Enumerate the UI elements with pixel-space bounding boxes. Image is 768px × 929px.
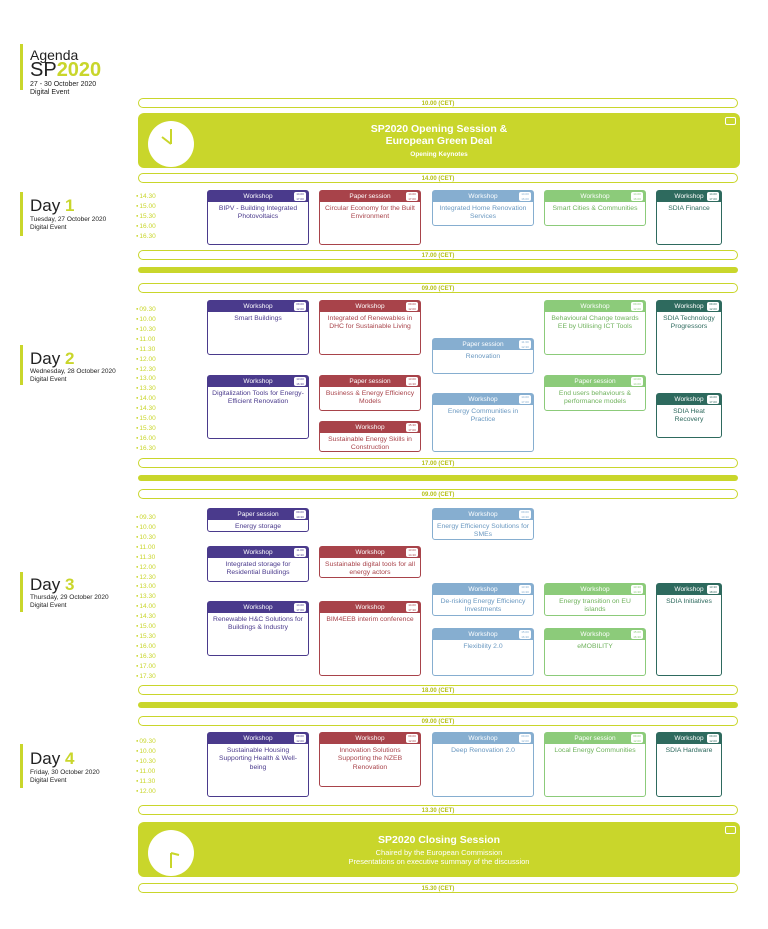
card-type-label: Workshop bbox=[243, 549, 273, 556]
session-card[interactable] bbox=[544, 583, 646, 616]
session-card[interactable] bbox=[656, 393, 722, 438]
session-card[interactable] bbox=[432, 338, 534, 374]
card-type-label: Workshop bbox=[243, 378, 273, 385]
session-card[interactable] bbox=[319, 375, 421, 411]
time-slot: ● 17.00 bbox=[136, 662, 156, 672]
time-slot: ● 12.00 bbox=[136, 563, 156, 573]
time-slot: ● 14.30 bbox=[136, 612, 156, 622]
card-time-badge: 15.30 17.00 bbox=[406, 423, 418, 432]
session-card[interactable] bbox=[432, 190, 534, 226]
time-pill: 09.00 (CET) bbox=[138, 489, 738, 499]
card-type-label: Workshop bbox=[243, 193, 273, 200]
card-type bbox=[433, 394, 533, 405]
card-time-badge: 14.00 16.00 bbox=[631, 192, 643, 201]
card-title: SDIA Hardware bbox=[665, 747, 713, 754]
card-type-label: Workshop bbox=[674, 396, 704, 403]
card-type bbox=[545, 629, 645, 640]
card-type bbox=[545, 584, 645, 595]
time-pill: 10.00 (CET) bbox=[138, 98, 738, 108]
day-event-text: Digital Event bbox=[30, 375, 67, 383]
card-type bbox=[208, 547, 308, 558]
card-title: Sustainable digital tools for all energy actors bbox=[325, 561, 415, 577]
day-date-text: Thursday, 29 October 2020 bbox=[30, 594, 109, 601]
day-1-date bbox=[30, 216, 106, 231]
session-card[interactable] bbox=[207, 601, 309, 656]
card-type bbox=[545, 301, 645, 312]
card-type bbox=[320, 547, 420, 558]
card-time-badge: 09.00 10.30 bbox=[294, 510, 306, 519]
card-time-badge: 09.00 12.00 bbox=[294, 302, 306, 311]
card-time-badge: 13.30 14.30 bbox=[519, 585, 531, 594]
time-slot: ● 09.30 bbox=[136, 513, 156, 523]
day-word: Day bbox=[30, 749, 61, 768]
time-slot: ● 14.00 bbox=[136, 602, 156, 612]
card-title: Sustainable Housing Supporting Health & Well-being bbox=[218, 747, 298, 771]
session-card[interactable] bbox=[207, 190, 309, 245]
time-slot: ● 16.30 bbox=[136, 652, 156, 662]
card-title: SDIA Initiatives bbox=[666, 598, 712, 605]
time-slot: ● 11.00 bbox=[136, 767, 156, 777]
card-type bbox=[320, 376, 420, 387]
card-type-label: Workshop bbox=[355, 735, 385, 742]
card-type bbox=[433, 191, 533, 202]
card-type-label: Paper session bbox=[237, 511, 279, 518]
day-accent-bar bbox=[20, 192, 23, 236]
card-type-label: Workshop bbox=[243, 604, 273, 611]
time-slot: ● 11.00 bbox=[136, 335, 156, 345]
session-card[interactable] bbox=[432, 583, 534, 616]
event-text: Digital Event bbox=[30, 89, 70, 96]
session-card[interactable] bbox=[544, 732, 646, 797]
card-time-badge: 14.00 16.00 bbox=[519, 192, 531, 201]
card-title: Smart Buildings bbox=[234, 315, 282, 322]
session-card[interactable] bbox=[207, 375, 309, 439]
card-time-badge: 09.00 10.30 bbox=[519, 510, 531, 519]
calendar-icon bbox=[725, 826, 736, 834]
session-card[interactable] bbox=[656, 190, 722, 245]
day-event-text: Digital Event bbox=[30, 776, 67, 784]
card-type-label: Paper session bbox=[349, 193, 391, 200]
header-accent-bar bbox=[20, 44, 23, 90]
time-slot: ● 14.30 bbox=[136, 192, 156, 202]
time-slot: ● 14.30 bbox=[136, 404, 156, 414]
card-time-badge: 15.00 16.30 bbox=[631, 630, 643, 639]
time-slot: ● 09.30 bbox=[136, 305, 156, 315]
card-type-label: Workshop bbox=[674, 735, 704, 742]
card-type bbox=[433, 509, 533, 520]
time-slot: ● 10.30 bbox=[136, 533, 156, 543]
card-type bbox=[208, 509, 308, 520]
time-slot: ● 11.30 bbox=[136, 553, 156, 563]
time-slot: ● 15.30 bbox=[136, 424, 156, 434]
day-accent-bar bbox=[20, 345, 23, 385]
session-card[interactable] bbox=[544, 300, 646, 355]
separator-bar bbox=[138, 702, 738, 708]
session-card[interactable] bbox=[432, 508, 534, 540]
time-slot: ● 10.00 bbox=[136, 747, 156, 757]
day-1-label bbox=[30, 197, 74, 215]
card-title: Integrated of Renewables in DHC for Sustainable Living bbox=[327, 315, 413, 331]
card-type bbox=[320, 602, 420, 613]
day-2-date bbox=[30, 368, 116, 383]
day-4-date bbox=[30, 769, 100, 784]
day-2-times bbox=[136, 305, 156, 454]
session-card[interactable] bbox=[544, 628, 646, 676]
closing-subtitle-1: Chaired by the European Commission bbox=[375, 848, 503, 857]
logo-sp: SP bbox=[30, 59, 57, 81]
time-slot: ● 12.00 bbox=[136, 355, 156, 365]
time-slot: ● 12.00 bbox=[136, 787, 156, 797]
closing-session bbox=[138, 822, 740, 877]
separator-bar bbox=[138, 267, 738, 273]
card-type bbox=[545, 733, 645, 744]
card-type-label: Workshop bbox=[243, 735, 273, 742]
day-2-label bbox=[30, 350, 74, 368]
card-type-label: Workshop bbox=[468, 631, 498, 638]
time-pill: 18.00 (CET) bbox=[138, 685, 738, 695]
card-time-badge: 13.00 16.30 bbox=[294, 377, 306, 386]
card-type bbox=[657, 301, 721, 312]
card-title: BIM4EEB interim conference bbox=[326, 616, 414, 623]
session-card[interactable] bbox=[319, 190, 421, 245]
separator-bar bbox=[138, 475, 738, 481]
card-type bbox=[545, 376, 645, 387]
card-title: Energy Efficiency Solutions for SMEs bbox=[436, 523, 530, 539]
card-time-badge: 09.00 12.00 bbox=[519, 734, 531, 743]
day-word: Day bbox=[30, 575, 61, 594]
day-word: Day bbox=[30, 196, 61, 215]
card-type bbox=[208, 376, 308, 387]
card-time-badge: 13.00 14.00 bbox=[631, 377, 643, 386]
card-type bbox=[433, 629, 533, 640]
time-slot: ● 11.00 bbox=[136, 543, 156, 553]
day-number: 2 bbox=[64, 349, 75, 368]
card-title: Renovation bbox=[465, 353, 501, 360]
time-slot: ● 16.00 bbox=[136, 642, 156, 652]
card-title: Deep Renovation 2.0 bbox=[451, 747, 515, 754]
time-slot: ● 11.30 bbox=[136, 777, 156, 787]
card-type bbox=[433, 733, 533, 744]
card-type-label: Workshop bbox=[355, 604, 385, 611]
time-slot: ● 16.00 bbox=[136, 434, 156, 444]
session-card[interactable] bbox=[656, 300, 722, 375]
card-type bbox=[320, 733, 420, 744]
card-type-label: Workshop bbox=[674, 586, 704, 593]
opening-subtitle: Opening Keynotes bbox=[410, 151, 468, 158]
card-title: Sustainable Energy Skills in Construction bbox=[328, 436, 412, 452]
card-time-badge: 14.00 17.00 bbox=[707, 192, 719, 201]
card-time-badge: 09.00 12.00 bbox=[294, 734, 306, 743]
time-slot: ● 10.30 bbox=[136, 757, 156, 767]
time-slot: ● 09.30 bbox=[136, 737, 156, 747]
card-title: De-risking Energy Efficiency Investments bbox=[440, 598, 526, 614]
session-card[interactable] bbox=[207, 546, 309, 582]
session-card[interactable] bbox=[544, 190, 646, 226]
card-type-label: Workshop bbox=[674, 303, 704, 310]
time-slot: ● 13.00 bbox=[136, 582, 156, 592]
card-title: End users behaviours & performance models bbox=[558, 390, 632, 406]
time-slot: ● 10.00 bbox=[136, 523, 156, 533]
card-type-label: Workshop bbox=[355, 549, 385, 556]
card-title: Integrated Home Renovation Services bbox=[439, 205, 527, 221]
day-accent-bar bbox=[20, 744, 23, 788]
card-title: Renewable H&C Solutions for Buildings & Industry bbox=[213, 616, 303, 632]
card-title: SDIA Heat Recovery bbox=[673, 408, 705, 424]
card-title: Circular Economy for the Built Environment bbox=[325, 205, 415, 221]
card-title: Digitalization Tools for Energy-Efficient Renovation bbox=[212, 390, 304, 406]
card-time-badge: 09.00 12.00 bbox=[631, 302, 643, 311]
agenda-logo bbox=[30, 60, 101, 80]
time-pill: 09.00 (CET) bbox=[138, 283, 738, 293]
time-slot: ● 12.30 bbox=[136, 573, 156, 583]
time-slot: ● 13.00 bbox=[136, 374, 156, 384]
card-title: Energy Communities in Practice bbox=[447, 408, 519, 424]
session-card[interactable] bbox=[432, 732, 534, 797]
card-type-label: Workshop bbox=[580, 303, 610, 310]
card-type-label: Paper session bbox=[462, 341, 504, 348]
clock-icon bbox=[148, 121, 194, 167]
card-type-label: Paper session bbox=[574, 378, 616, 385]
card-title: Energy storage bbox=[234, 523, 282, 530]
session-card[interactable] bbox=[432, 393, 534, 452]
day-word: Day bbox=[30, 349, 61, 368]
card-title: Integrated storage for Residential Buildings bbox=[225, 561, 291, 577]
calendar-icon bbox=[725, 117, 736, 125]
time-pill: 17.00 (CET) bbox=[138, 458, 738, 468]
card-time-badge: 13.00 14.30 bbox=[406, 548, 418, 557]
session-card[interactable] bbox=[656, 583, 722, 676]
time-slot: ● 15.00 bbox=[136, 622, 156, 632]
time-slot: ● 12.30 bbox=[136, 365, 156, 375]
card-time-badge: 14.00 17.00 bbox=[294, 192, 306, 201]
time-pill: 15.30 (CET) bbox=[138, 883, 738, 893]
day-3-times bbox=[136, 513, 156, 682]
card-time-badge: 09.00 12.00 bbox=[707, 302, 719, 311]
card-title: Energy transition on EU islands bbox=[559, 598, 631, 614]
day-date-text: Wednesday, 28 October 2020 bbox=[30, 368, 116, 375]
card-type-label: Paper session bbox=[349, 378, 391, 385]
dates-text: 27 - 30 October 2020 bbox=[30, 81, 97, 88]
card-time-badge: 13.30 14.30 bbox=[631, 585, 643, 594]
card-time-badge: 14.00 17.30 bbox=[406, 603, 418, 612]
clock-icon bbox=[148, 830, 194, 876]
agenda-title: Agenda bbox=[30, 47, 79, 63]
day-date-text: Tuesday, 27 October 2020 bbox=[30, 216, 107, 223]
session-card[interactable] bbox=[207, 300, 309, 355]
time-slot: ● 11.30 bbox=[136, 345, 156, 355]
day-number: 4 bbox=[64, 749, 75, 768]
day-3-date bbox=[30, 594, 109, 609]
session-card[interactable] bbox=[319, 601, 421, 676]
time-slot: ● 15.00 bbox=[136, 414, 156, 424]
card-type-label: Workshop bbox=[674, 193, 704, 200]
day-number: 1 bbox=[64, 196, 75, 215]
card-type bbox=[208, 733, 308, 744]
card-type-label: Workshop bbox=[355, 303, 385, 310]
card-time-badge: 13.30 18.00 bbox=[707, 585, 719, 594]
card-time-badge: 14.00 17.00 bbox=[519, 395, 531, 404]
card-title: BIPV - Building Integrated Photovoltaics bbox=[218, 205, 298, 221]
card-type bbox=[320, 301, 420, 312]
time-slot: ● 17.30 bbox=[136, 672, 156, 682]
card-title: SDIA Technology Progressors bbox=[663, 315, 715, 331]
time-pill: 13.30 (CET) bbox=[138, 805, 738, 815]
card-time-badge: 11.00 12.30 bbox=[294, 548, 306, 557]
time-slot: ● 15.30 bbox=[136, 212, 156, 222]
card-type bbox=[657, 191, 721, 202]
card-type bbox=[433, 339, 533, 350]
card-type bbox=[657, 394, 721, 405]
card-type bbox=[208, 191, 308, 202]
opening-title-2: European Green Deal bbox=[385, 135, 493, 147]
card-type bbox=[320, 422, 420, 433]
opening-title-1: SP2020 Opening Session & bbox=[370, 123, 508, 135]
time-slot: ● 10.30 bbox=[136, 325, 156, 335]
time-slot: ● 16.30 bbox=[136, 232, 156, 242]
card-type-label: Workshop bbox=[580, 193, 610, 200]
day-event-text: Digital Event bbox=[30, 601, 67, 609]
card-type bbox=[433, 584, 533, 595]
session-card[interactable] bbox=[544, 375, 646, 411]
time-slot: ● 16.30 bbox=[136, 444, 156, 454]
card-type-label: Workshop bbox=[468, 396, 498, 403]
logo-year: 2020 bbox=[56, 59, 102, 81]
card-type-label: Workshop bbox=[468, 586, 498, 593]
card-time-badge: 14.00 17.00 bbox=[406, 192, 418, 201]
card-type bbox=[657, 733, 721, 744]
time-slot: ● 15.30 bbox=[136, 632, 156, 642]
card-type-label: Workshop bbox=[468, 193, 498, 200]
opening-session bbox=[138, 113, 740, 168]
session-card[interactable] bbox=[319, 421, 421, 452]
card-time-badge: 09.00 12.00 bbox=[707, 734, 719, 743]
card-title: eMOBILITY bbox=[577, 643, 613, 650]
time-slot: ● 13.30 bbox=[136, 592, 156, 602]
card-type-label: Workshop bbox=[355, 424, 385, 431]
day-date-text: Friday, 30 October 2020 bbox=[30, 769, 100, 776]
card-type-label: Paper session bbox=[574, 735, 616, 742]
card-type bbox=[208, 301, 308, 312]
day-number: 3 bbox=[64, 575, 75, 594]
time-slot: ● 15.00 bbox=[136, 202, 156, 212]
time-pill: 17.00 (CET) bbox=[138, 250, 738, 260]
session-card[interactable] bbox=[656, 732, 722, 797]
card-time-badge: 09.00 12.00 bbox=[406, 302, 418, 311]
card-type-label: Workshop bbox=[580, 586, 610, 593]
card-type-label: Workshop bbox=[468, 511, 498, 518]
time-slot: ● 14.00 bbox=[136, 394, 156, 404]
time-pill: 14.00 (CET) bbox=[138, 173, 738, 183]
time-slot: ● 13.30 bbox=[136, 384, 156, 394]
day-event-text: Digital Event bbox=[30, 223, 67, 231]
card-type-label: Workshop bbox=[580, 631, 610, 638]
card-type bbox=[320, 191, 420, 202]
day-4-label bbox=[30, 750, 74, 768]
card-time-badge: 09.00 12.00 bbox=[631, 734, 643, 743]
session-card[interactable] bbox=[319, 300, 421, 355]
session-card[interactable] bbox=[207, 732, 309, 797]
card-title: Behavioural Change towards EE by Utilising ICT Tools bbox=[551, 315, 639, 331]
card-time-badge: 09.00 12.00 bbox=[406, 734, 418, 743]
time-pill: 09.00 (CET) bbox=[138, 716, 738, 726]
card-type-label: Workshop bbox=[468, 735, 498, 742]
card-type bbox=[208, 602, 308, 613]
session-card[interactable] bbox=[319, 732, 421, 787]
time-slot: ● 10.00 bbox=[136, 315, 156, 325]
day-3-label bbox=[30, 576, 74, 594]
card-title: Smart Cities & Communities bbox=[552, 205, 638, 212]
card-title: Flexibility 2.0 bbox=[463, 643, 503, 650]
closing-title: SP2020 Closing Session bbox=[378, 834, 500, 846]
session-card[interactable] bbox=[319, 546, 421, 578]
agenda-dates bbox=[30, 81, 96, 97]
session-card[interactable] bbox=[432, 628, 534, 676]
card-time-badge: 15.00 16.30 bbox=[519, 630, 531, 639]
closing-subtitle-2: Presentations on executive summary of the discussion bbox=[348, 857, 530, 866]
card-title: Local Energy Communities bbox=[554, 747, 636, 754]
card-time-badge: 11.30 12.30 bbox=[519, 340, 531, 349]
card-time-badge: 14.00 17.00 bbox=[707, 395, 719, 404]
card-type bbox=[545, 191, 645, 202]
session-card[interactable] bbox=[207, 508, 309, 532]
day-1-times bbox=[136, 192, 156, 242]
card-title: Innovation Solutions Supporting the NZEB Renovation bbox=[337, 747, 403, 771]
day-4-times bbox=[136, 737, 156, 797]
time-slot: ● 16.00 bbox=[136, 222, 156, 232]
card-time-badge: 13.00 14.30 bbox=[406, 377, 418, 386]
card-title: SDIA Finance bbox=[668, 205, 710, 212]
card-type-label: Workshop bbox=[243, 303, 273, 310]
card-title: Business & Energy Efficiency Models bbox=[325, 390, 415, 406]
day-accent-bar bbox=[20, 572, 23, 612]
card-time-badge: 14.00 17.00 bbox=[294, 603, 306, 612]
card-type bbox=[657, 584, 721, 595]
